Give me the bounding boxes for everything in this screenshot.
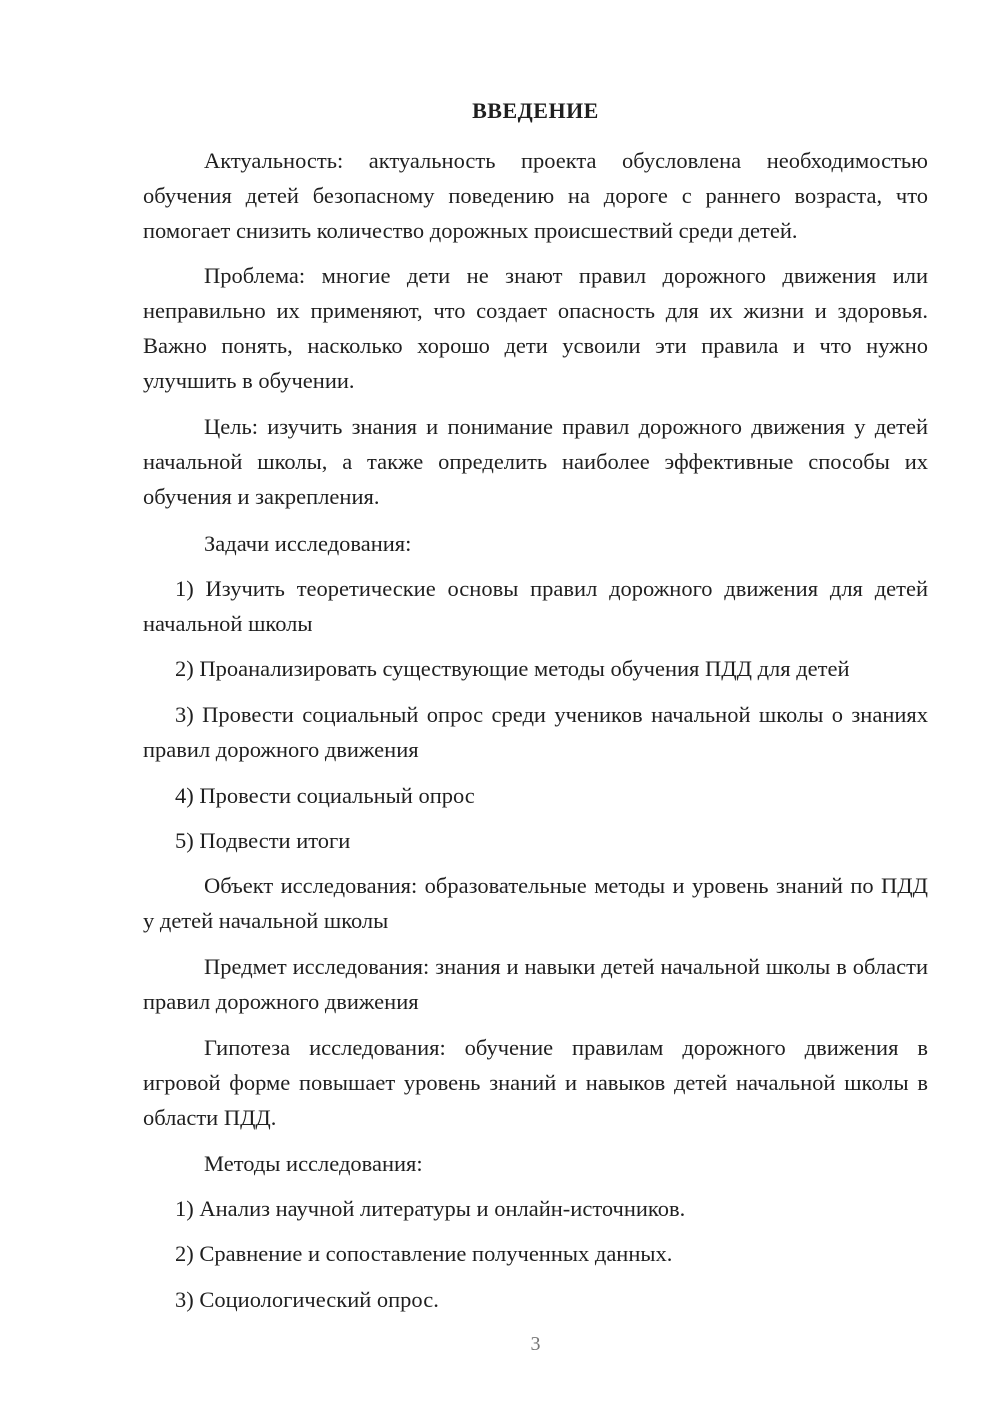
task-item-4: 4) Провести социальный опрос [175, 783, 475, 808]
method-item-1: 1) Анализ научной литературы и онлайн-источников. [175, 1196, 686, 1221]
paragraph-goal: Цель: изучить знания и понимание правил дорожного движения у детей начальной школы, а также определить наиболее эффективные способы их обучения и закрепления. [143, 414, 928, 509]
method-item-3: 3) Социологический опрос. [175, 1287, 439, 1312]
paragraph-hypothesis: Гипотеза исследования: обучение правилам дорожного движения в игровой форме повышает уровень знаний и навыков детей начальной школы в области ПДД. [143, 1035, 928, 1130]
page-number: 3 [530, 1333, 541, 1355]
paragraph-object: Объект исследования: образовательные методы и уровень знаний по ПДД у детей начальной школы [143, 873, 928, 933]
methods-heading: Методы исследования: [204, 1151, 423, 1176]
method-item-2: 2) Сравнение и сопоставление полученных данных. [175, 1241, 673, 1266]
paragraph-subject: Предмет исследования: знания и навыки детей начальной школы в области правил дорожного движения [143, 954, 928, 1014]
paragraph-relevance: Актуальность: актуальность проекта обусловлена необходимостью обучения детей безопасному поведению на дороге с раннего возраста, что помогает снизить количество дорожных происшествий среди детей. [143, 148, 928, 243]
paragraph-problem: Проблема: многие дети не знают правил дорожного движения или неправильно их применяют, что создает опасность для их жизни и здоровья. Важно понять, насколько хорошо дети усвоили эти правила и что нужно улучшить в обучении. [143, 263, 928, 393]
task-item-1: 1) Изучить теоретические основы правил дорожного движения для детей начальной школы [143, 576, 928, 636]
tasks-heading: Задачи исследования: [204, 531, 412, 556]
section-heading: ВВЕДЕНИЕ [472, 98, 599, 123]
task-item-3: 3) Провести социальный опрос среди учеников начальной школы о знаниях правил дорожного движения [143, 702, 928, 762]
task-item-5: 5) Подвести итоги [175, 828, 351, 853]
task-item-2: 2) Проанализировать существующие методы обучения ПДД для детей [175, 656, 850, 681]
